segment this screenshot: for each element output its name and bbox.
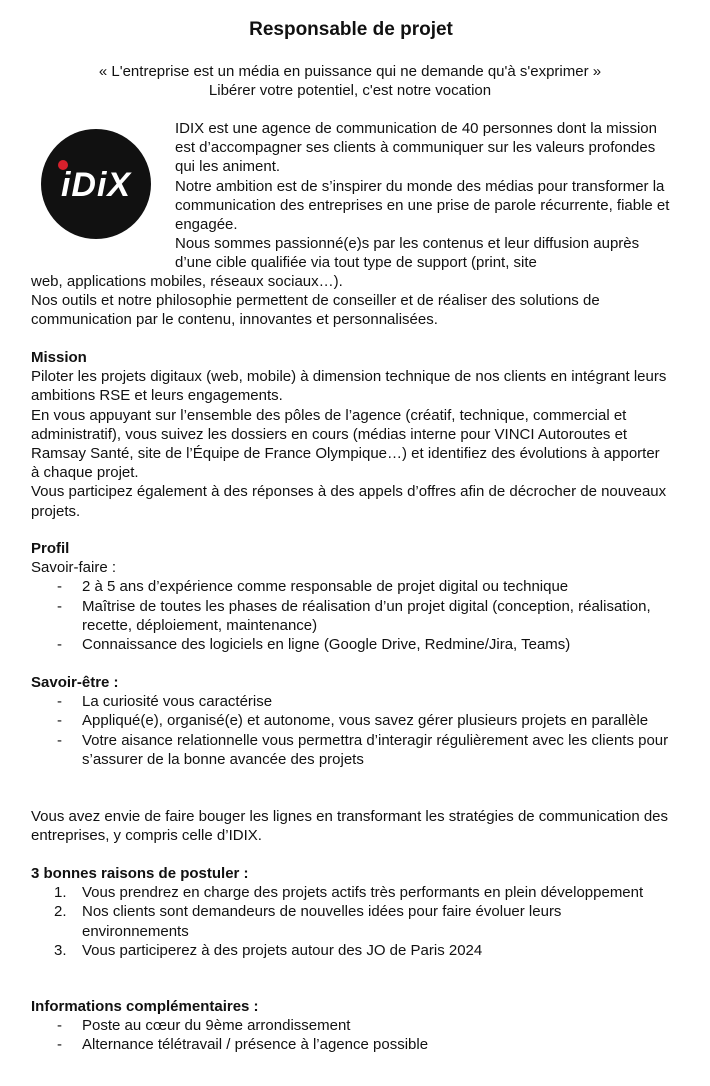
list-item: - Alternance télétravail / présence à l’agence possible xyxy=(31,1035,672,1054)
profil-heading: Profil xyxy=(31,540,70,557)
savoir-faire-list xyxy=(31,577,671,654)
savoir-faire-label: Savoir-faire : xyxy=(31,559,117,577)
savoir-etre-section xyxy=(31,673,671,769)
list-number: 1. xyxy=(54,884,67,902)
profil-section xyxy=(31,539,671,654)
list-item: - Appliqué(e), organisé(e) et autonome, vous savez gérer plusieurs projets en parallèle xyxy=(31,711,672,730)
raisons-section xyxy=(31,864,671,960)
mission-section xyxy=(31,348,671,521)
list-item xyxy=(31,883,672,902)
list-text: Vous participerez à des projets autour des JO de Paris 2024 xyxy=(82,941,483,959)
list-text: Nos clients sont demandeurs de nouvelles idées pour faire évoluer leurs environnements xyxy=(82,903,562,940)
intro-paragraph-3a: Nous sommes passionné(e)s par les contenus et leur diffusion auprès d’une cible qualifiée via tout type de support (print, site xyxy=(175,235,640,272)
intro-paragraph-3b: web, applications mobiles, réseaux sociaux…). xyxy=(31,273,343,290)
quote-line-2: Libérer votre potentiel, c'est notre vocation xyxy=(208,82,492,99)
list-item: - Poste au cœur du 9ème arrondissement xyxy=(31,1016,672,1035)
infos-section xyxy=(31,997,671,1055)
logo-wordmark: iDiX xyxy=(60,166,132,204)
intro-block-continued xyxy=(31,272,681,330)
infos-heading: Informations complémentaires : xyxy=(31,998,259,1015)
intro-paragraph-1: IDIX est une agence de communication de 40 personnes dont la mission est d’accompagner ses clients à communiquer sur les valeurs profondes qui les animent. xyxy=(175,120,657,176)
list-text: Vous prendrez en charge des projets actifs très performants en plein développement xyxy=(82,884,644,902)
intro-paragraph-2: Notre ambition est de s’inspirer du monde des médias pour transformer la communication des entreprises en une prise de parole récurrente, fiable et engagée. xyxy=(175,177,670,234)
mission-heading: Mission xyxy=(31,349,87,366)
list-item: - Maîtrise de toutes les phases de réalisation d’un projet digital (conception, réalisation, recette, déploiement, maintenance) xyxy=(31,597,672,635)
list-item xyxy=(31,902,672,940)
page-title: Responsable de projet xyxy=(249,19,453,40)
savoir-etre-heading: Savoir-être : xyxy=(31,674,119,691)
savoir-etre-list xyxy=(31,692,671,769)
raisons-heading: 3 bonnes raisons de postuler : xyxy=(31,865,249,882)
list-item: - Connaissance des logiciels en ligne (Google Drive, Redmine/Jira, Teams) xyxy=(31,635,672,654)
mission-paragraph-3: Vous participez également à des réponses à des appels d’offres afin de décrocher de nouveaux projets. xyxy=(31,483,667,520)
raisons-list xyxy=(31,883,671,960)
list-number: 2. xyxy=(54,903,67,921)
quote-block xyxy=(0,62,700,100)
closing-paragraph: Vous avez envie de faire bouger les lignes en transformant les stratégies de communication des entreprises, y compris celle d’IDIX. xyxy=(31,808,669,845)
list-item xyxy=(31,941,672,960)
list-item: - Votre aisance relationnelle vous permettra d’interagir régulièrement avec les clients pour s’assurer de la bonne avancée des projets xyxy=(31,731,672,769)
intro-block xyxy=(175,119,675,273)
mission-paragraph-2: En vous appuyant sur l’ensemble des pôles de l’agence (créatif, technique, commercial et administratif), vous suivez les dossiers en cours (médias interne pour VINCI Autoroutes et Ramsay Santé, site de l’Équipe de France Olympique…) et identifiez des évolutions à apporter à chaque projet. xyxy=(31,406,660,482)
list-item: - 2 à 5 ans d’expérience comme responsable de projet digital ou technique xyxy=(31,577,672,596)
list-item: - La curiosité vous caractérise xyxy=(31,692,672,711)
list-number: 3. xyxy=(54,941,67,959)
intro-paragraph-4: Nos outils et notre philosophie permettent de conseiller et de réaliser des solutions de communication par le contenu, innovantes et personnalisées. xyxy=(31,292,600,329)
idix-logo-icon xyxy=(41,129,151,239)
mission-paragraph-1: Piloter les projets digitaux (web, mobile) à dimension technique de nos clients en intégrant leurs ambitions RSE et leurs engagements. xyxy=(31,368,667,405)
quote-line-1: « L'entreprise est un média en puissance qui ne demande qu'à s'exprimer » xyxy=(98,63,602,80)
infos-list xyxy=(31,1016,671,1054)
